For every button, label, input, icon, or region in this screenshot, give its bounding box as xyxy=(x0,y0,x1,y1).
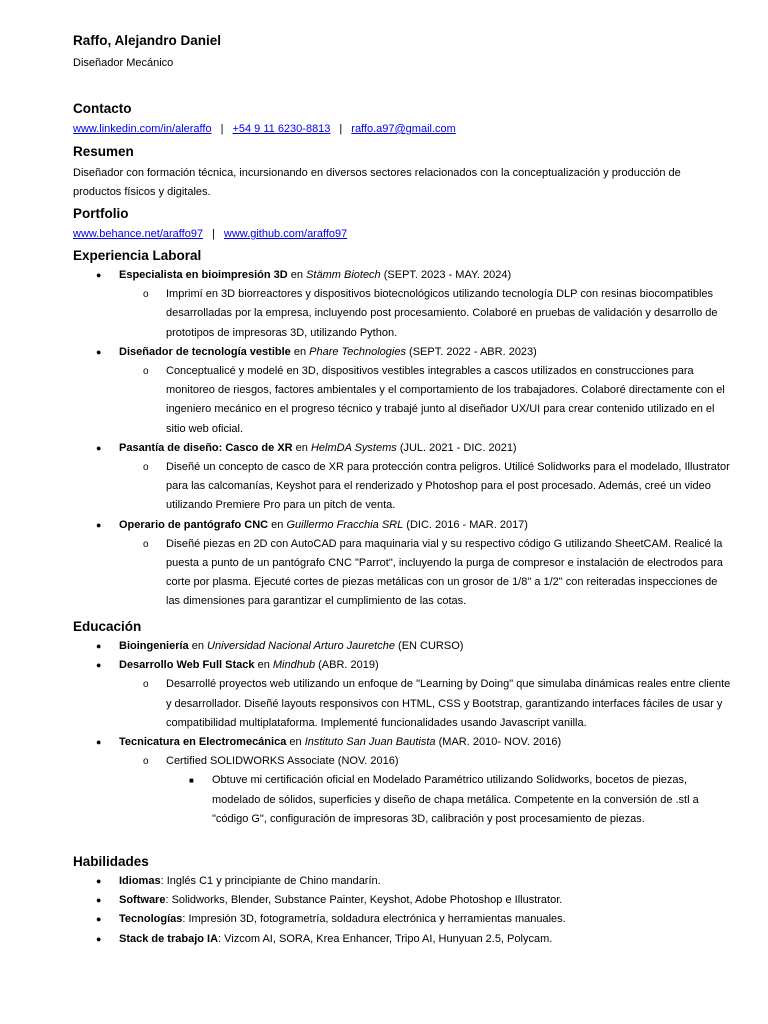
job-org: Guillermo Fracchia SRL xyxy=(286,518,404,531)
experience-detail xyxy=(73,285,732,343)
summary-heading: Resumen xyxy=(73,144,134,159)
separator: | xyxy=(212,228,215,240)
portfolio-line xyxy=(73,225,732,244)
skill-text: : Vizcom AI, SORA, Krea Enhancer, Tripo AI, Hunyuan 2.5, Polycam. xyxy=(218,932,553,945)
summary-text: Diseñador con formación técnica, incursionando en diversos sectores relacionados con la conceptualización y producción de productos físicos y digitales. xyxy=(73,167,681,198)
summary-section xyxy=(73,142,732,202)
job-dates: (SEPT. 2022 - ABR. 2023) xyxy=(405,345,537,358)
experience-detail xyxy=(73,458,732,516)
phone-link[interactable]: +54 9 11 6230-8813 xyxy=(232,123,331,135)
experience-item xyxy=(73,343,732,362)
job-org: Phare Technologies xyxy=(309,345,406,358)
experience-item xyxy=(73,439,732,458)
linkedin-link[interactable]: www.linkedin.com/in/aleraffo xyxy=(73,123,212,135)
circle-bullet-icon: o xyxy=(143,679,149,691)
connector: en xyxy=(290,345,310,358)
contact-heading: Contacto xyxy=(73,101,132,116)
job-dates: (DIC. 2016 - MAR. 2017) xyxy=(403,518,528,531)
experience-list xyxy=(73,266,732,612)
bullet-icon: ● xyxy=(96,876,102,886)
portfolio-section xyxy=(73,204,732,244)
separator: | xyxy=(220,123,224,135)
job-role: Operario de pantógrafo CNC xyxy=(119,518,269,531)
portfolio-heading: Portfolio xyxy=(73,206,129,221)
circle-bullet-icon: o xyxy=(143,289,149,301)
connector: en xyxy=(254,659,273,672)
connector: en xyxy=(287,269,307,281)
connector: en xyxy=(286,736,305,749)
education-item xyxy=(73,733,732,752)
job-org: HelmDA Systems xyxy=(310,441,397,454)
detail-text: Diseñé un concepto de casco de XR para protección contra peligros. Utilicé Solidworks para el modelado, Illustrator para las calcomanías, Keyshot para el renderizado y Photoshop para el post procesado. Además, creé un video utilizando Premiere Pro para un pitch de venta. xyxy=(166,461,730,512)
education-heading: Educación xyxy=(73,619,142,634)
education-subdetail xyxy=(73,771,732,829)
skill-item xyxy=(73,891,732,910)
edu-dates: (MAR. 2010- NOV. 2016) xyxy=(435,736,562,749)
education-section xyxy=(73,617,732,829)
experience-item xyxy=(73,266,732,285)
skill-label: Stack de trabajo IA xyxy=(119,932,219,945)
bullet-icon: ● xyxy=(96,895,102,906)
connector: en xyxy=(188,640,208,652)
github-link[interactable]: www.github.com/araffo97 xyxy=(223,228,348,240)
skills-section xyxy=(73,852,732,949)
education-item xyxy=(73,637,732,656)
detail-text: Diseñé piezas en 2D con AutoCAD para maquinaria vial y su respectivo código G utilizando SheetCAM. Realicé la puesta a punto de un pantógrafo CNC "Parrot", incluyendo la purga de compresor e instalación de electrodos para corte por plasma. Ejecuté cortes de piezas metálicas con un grosor de 1/8" a 1/2" con reiteradas inspecciones de las dimensiones para garantizar el cumplimiento de las cotas. xyxy=(166,537,723,608)
contact-line xyxy=(73,120,732,139)
skill-item xyxy=(73,872,732,891)
bullet-icon: ● xyxy=(96,270,102,280)
institution: Universidad Nacional Arturo Jauretche xyxy=(207,640,395,652)
job-dates: (SEPT. 2023 - MAY. 2024) xyxy=(380,269,512,281)
skill-text: : Inglés C1 y principiante de Chino mandarín. xyxy=(160,875,381,887)
detail-text: Certified SOLIDWORKS Associate (NOV. 2016) xyxy=(166,755,399,768)
experience-heading: Experiencia Laboral xyxy=(73,248,202,263)
skill-text: : Impresión 3D, fotogrametría, soldadura electrónica y herramientas manuales. xyxy=(182,913,566,926)
education-list xyxy=(73,637,732,829)
experience-detail xyxy=(73,535,732,612)
skills-heading: Habilidades xyxy=(73,854,149,869)
skill-item xyxy=(73,910,732,929)
education-detail xyxy=(73,675,732,733)
skill-label: Software xyxy=(119,894,166,907)
job-role: Diseñador de tecnología vestible xyxy=(119,345,291,358)
bullet-icon: ● xyxy=(96,442,102,453)
job-dates: (JUL. 2021 - DIC. 2021) xyxy=(396,441,517,454)
edu-dates: (ABR. 2019) xyxy=(315,659,379,672)
connector: en xyxy=(268,518,287,531)
bullet-icon: ● xyxy=(96,914,102,925)
skill-item xyxy=(73,930,732,949)
skill-text: : Solidworks, Blender, Substance Painter, Keyshot, Adobe Photoshop e Illustrator. xyxy=(165,894,563,907)
behance-link[interactable]: www.behance.net/araffo97 xyxy=(73,228,204,240)
skill-label: Tecnologías xyxy=(119,913,183,926)
bullet-icon: ● xyxy=(96,346,102,357)
bullet-icon: ● xyxy=(96,660,102,671)
connector: en xyxy=(292,441,311,454)
skill-label: Idiomas xyxy=(119,875,161,887)
bullet-icon: ● xyxy=(96,933,102,944)
institution: Instituto San Juan Bautista xyxy=(304,736,436,749)
experience-section xyxy=(73,246,732,612)
skills-list xyxy=(73,872,732,949)
square-bullet-icon: ■ xyxy=(189,776,194,786)
separator: | xyxy=(339,123,343,135)
job-role: Especialista en bioimpresión 3D xyxy=(119,269,288,281)
education-detail xyxy=(73,752,732,771)
education-item xyxy=(73,656,732,675)
email-link[interactable]: raffo.a97@gmail.com xyxy=(351,123,456,135)
circle-bullet-icon: o xyxy=(143,366,149,378)
detail-text: Imprimí en 3D biorreactores y dispositivos biotecnológicos utilizando tecnología DLP con resinas biocompatibles desarrolladas por la empresa, incluyendo post procesamiento. Colaboré en pruebas de validación y desarrollo de prototipos de impresoras 3D, utilizando Python. xyxy=(166,288,718,339)
candidate-role: Diseñador Mecánico xyxy=(73,57,174,69)
detail-text: Desarrollé proyectos web utilizando un enfoque de "Learning by Doing" que simulaba dinámicas reales entre cliente y desarrollador. Diseñé layouts responsivos con HTML, CSS y Bootstrap, garantizando interfaces fáciles de usar y compatibilidad multiplataforma. Implementé funcionalidades usando Javascript vanilla. xyxy=(166,678,731,729)
degree: Tecnicatura en Electromecánica xyxy=(119,736,287,749)
degree: Desarrollo Web Full Stack xyxy=(119,659,255,672)
bullet-icon: ● xyxy=(96,641,102,651)
detail-text: Conceptualicé y modelé en 3D, dispositivos vestibles integrables a cascos utilizados en construcciones para monitoreo de riesgos, factores ambientales y el comportamiento de los trabajadores. Colaboré directamente con el ingeniero mecánico en el progreso técnico y trabajé junto al diseñador UX/UI para crear contenido utilizado en el sitio web oficial. xyxy=(166,365,725,435)
subdetail-text: Obtuve mi certificación oficial en Modelado Paramétrico utilizando Solidworks, bocetos de piezas, modelado de sólidos, superficies y diseño de chapa metálica. Competente en la conversión de .stl a "código G", configuración de impresoras 3D, calibración y post procesamiento de piezas. xyxy=(212,774,699,825)
experience-detail xyxy=(73,362,732,439)
edu-dates: (EN CURSO) xyxy=(394,640,464,652)
job-role: Pasantía de diseño: Casco de XR xyxy=(119,441,293,454)
degree: Bioingeniería xyxy=(119,640,189,652)
bullet-icon: ● xyxy=(96,519,102,530)
circle-bullet-icon: o xyxy=(143,462,149,474)
job-org: Stämm Biotech xyxy=(306,269,381,281)
bullet-icon: ● xyxy=(96,737,102,748)
experience-item xyxy=(73,516,732,535)
institution: Mindhub xyxy=(272,659,316,672)
circle-bullet-icon: o xyxy=(143,538,149,550)
candidate-name: Raffo, Alejandro Daniel xyxy=(73,33,222,48)
contact-section xyxy=(73,99,732,139)
circle-bullet-icon: o xyxy=(143,756,149,768)
